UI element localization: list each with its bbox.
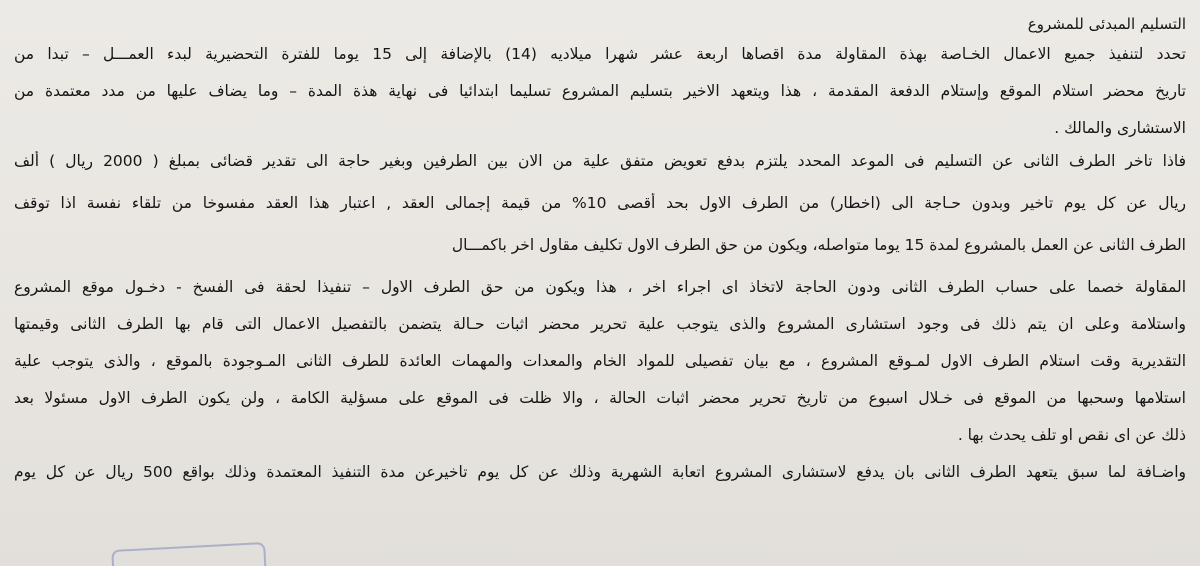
text-line-8: واستلامة وعلى ان يتم ذلك فى وجود استشارى المشروع والذى يتوجب علية تحرير محضر اثبات حـالة يتضمن بالتفصيل الاعمال التى قام بها الطرف الثانى وقيمتها (14, 315, 1186, 333)
text-line-7: المقاولة خصما على حساب الطرف الثانى ودون الحاجة لاتخاذ اى اجراء اخر ، هذا ويكون من حق الطرف الاول – تنفيذا لحقة فى الفسخ - دخـول موقع المشروع (14, 278, 1186, 296)
text-line-11: ذلك عن اى نقص او تلف يحدث بها . (957, 426, 1186, 444)
text-line-3: الاستشارى والمالك . (1054, 119, 1186, 137)
section-heading: التسليم المبدئى للمشروع (1027, 15, 1186, 33)
text-line-9: التقديرية وقت استلام الطرف الاول لمـوقع المشروع ، مع بيان تفصيلى للمواد الخام والمعدات والمهمات العائدة للطرف الثانى المـوجودة بالموقع ، والذى يتوجب علية (14, 352, 1186, 370)
text-line-4: فاذا تاخر الطرف الثانى عن التسليم فى الموعد المحدد يلتزم بدفع تعويض متفق علية من الان بين الطرفين وبغير حاجة الى تقدير قضائى بمبلغ ( 2000 ريال ) ألف (14, 152, 1186, 170)
text-line-2: تاريخ محضر استلام الموقع وإستلام الدفعة المقدمة ، هذا ويتعهد الاخير بتسليم المشروع تسليما ابتدائيا فى نهاية هذة المدة – وما يضاف عليها من مدد معتمدة من (14, 82, 1186, 100)
stamp-mark (111, 542, 267, 566)
text-line-6: الطرف الثانى عن العمل بالمشروع لمدة 15 يوما متواصله، ويكون من حق الطرف الاول تكليف مقاول اخر باكمـــال (451, 236, 1186, 254)
text-line-5: ريال عن كل يوم تاخير وبدون حـاجة الى (اخطار) من الطرف الاول بحد أقصى 10% من قيمة إجمالى العقد , اعتبار هذا العقد مفسوخا من تلقاء نفسة اذا توقف (14, 194, 1186, 212)
text-line-12: واضـافة لما سبق يتعهد الطرف الثانى بان يدفع لاستشارى المشروع اتعابة الشهرية وذلك عن كل يوم تاخيرعن مدة التنفيذ المعتمدة وذلك بواقع 500 ريال عن كل يوم (14, 463, 1186, 481)
text-line-10: استلامها وسحبها من الموقع فى خـلال اسبوع من تاريخ تحرير محضر اثبات الحالة ، والا ظلت فى الموقع على مسؤلية الكامة ، ولن يكون الطرف الاول مسئولا بعد (14, 389, 1186, 407)
document-body (14, 14, 1186, 482)
text-line-1: تحدد لتنفيذ جميع الاعمال الخـاصة بهذة المقاولة مدة اقصاها اربعة عشر شهرا ميلاديه (14) بالإضافة إلى 15 يوما للفترة التحضيرية لبدء العمـــل – تبدا من (14, 45, 1186, 63)
